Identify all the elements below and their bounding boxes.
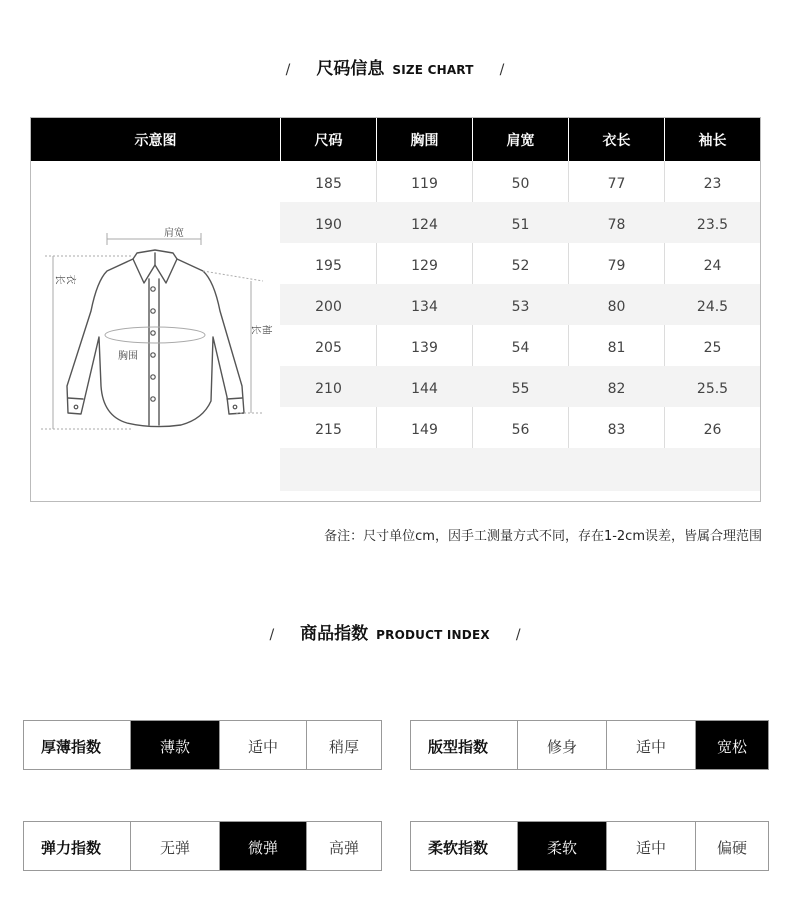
size-chart-title (0, 54, 790, 79)
table-header-row (31, 118, 760, 161)
cell-size: 215 (315, 422, 342, 438)
cell-sleeve: 24 (703, 258, 722, 274)
thickness-option-thin: 薄款 (131, 721, 219, 769)
shirt-illustration (31, 161, 280, 501)
header-sleeve: 袖长 (698, 133, 727, 149)
elasticity-index (23, 821, 382, 871)
cell-sleeve: 24.5 (696, 299, 729, 315)
table-row (280, 407, 760, 448)
fit-option-regular: 适中 (635, 738, 666, 756)
softness-option-medium: 适中 (635, 839, 666, 857)
cell-shoulder: 51 (511, 217, 530, 233)
cell-length: 79 (607, 258, 626, 274)
table-row (280, 284, 760, 325)
title-slash-right: / (515, 627, 521, 643)
cell-sleeve (665, 448, 760, 489)
product-index-title-cn: 商品指数 (300, 624, 369, 644)
cell-size: 190 (315, 217, 342, 233)
cell-shoulder: 53 (511, 299, 530, 315)
softness-index (410, 821, 769, 871)
cell-size: 185 (315, 176, 342, 192)
cell-size: 195 (315, 258, 342, 274)
cell-shoulder: 55 (511, 381, 530, 397)
cell-length (569, 448, 664, 489)
cell-chest: 149 (411, 422, 438, 438)
cell-chest: 129 (411, 258, 438, 274)
cell-chest: 139 (411, 340, 438, 356)
thickness-option-thick: 稍厚 (328, 738, 359, 756)
thickness-index-label: 厚薄指数 (24, 721, 131, 769)
header-diagram: 示意图 (134, 133, 177, 149)
elasticity-option-none: 无弹 (159, 839, 190, 857)
cell-chest (377, 448, 472, 489)
table-row (280, 325, 760, 366)
label-length: 衣长 (53, 274, 76, 285)
size-chart-title-en: SIZE CHART (392, 63, 474, 77)
product-index-title-en: PRODUCT INDEX (376, 628, 490, 642)
size-chart-title-cn: 尺码信息 (316, 59, 385, 79)
cell-sleeve: 23.5 (696, 217, 729, 233)
header-chest: 胸围 (410, 133, 439, 149)
cell-shoulder: 50 (511, 176, 530, 192)
elasticity-option-slight: 微弹 (220, 822, 306, 870)
cell-chest: 144 (411, 381, 438, 397)
cell-shoulder: 52 (511, 258, 530, 274)
cell-shoulder: 54 (511, 340, 530, 356)
title-slash-left: / (269, 627, 275, 643)
label-chest: 胸围 (118, 351, 138, 362)
table-row (280, 202, 760, 243)
table-row (280, 366, 760, 407)
fit-index (410, 720, 769, 770)
cell-shoulder (473, 448, 568, 489)
size-chart-table (30, 117, 761, 502)
cell-size: 205 (315, 340, 342, 356)
table-row (280, 161, 760, 202)
cell-length: 80 (607, 299, 626, 315)
cell-length: 77 (607, 176, 626, 192)
cell-sleeve: 23 (703, 176, 722, 192)
header-size: 尺码 (314, 133, 343, 149)
fit-option-slim: 修身 (546, 738, 577, 756)
label-shoulder-width: 肩宽 (164, 228, 184, 239)
cell-length: 81 (607, 340, 626, 356)
thickness-option-medium: 适中 (247, 738, 278, 756)
cell-chest: 124 (411, 217, 438, 233)
cell-sleeve: 25 (703, 340, 722, 356)
cell-sleeve: 26 (703, 422, 722, 438)
softness-option-stiff: 偏硬 (716, 839, 747, 857)
table-body (280, 161, 760, 491)
shirt-diagram (31, 161, 280, 501)
table-row (280, 448, 760, 491)
cell-length: 82 (607, 381, 626, 397)
cell-sleeve: 25.5 (696, 381, 729, 397)
cell-size: 200 (315, 299, 342, 315)
softness-index-label: 柔软指数 (411, 822, 518, 870)
cell-length: 83 (607, 422, 626, 438)
cell-chest: 134 (411, 299, 438, 315)
elasticity-index-label: 弹力指数 (24, 822, 131, 870)
product-index-title (0, 619, 790, 644)
fit-option-loose: 宽松 (696, 721, 768, 769)
cell-size: 210 (315, 381, 342, 397)
label-sleeve: 袖长 (249, 324, 272, 335)
cell-length: 78 (607, 217, 626, 233)
cell-shoulder: 56 (511, 422, 530, 438)
title-slash-left: / (285, 62, 291, 78)
header-length: 衣长 (602, 133, 631, 149)
softness-option-soft: 柔软 (518, 822, 606, 870)
cell-chest: 119 (411, 176, 438, 192)
table-row (280, 243, 760, 284)
thickness-index (23, 720, 382, 770)
title-slash-right: / (499, 62, 505, 78)
measurement-note: 备注：尺寸单位cm，因手工测量方式不同，存在1-2cm误差，皆属合理范围 (324, 529, 762, 544)
elasticity-option-high: 高弹 (328, 839, 359, 857)
fit-index-label: 版型指数 (411, 721, 518, 769)
header-shoulder: 肩宽 (506, 133, 535, 149)
cell-size (281, 448, 376, 489)
